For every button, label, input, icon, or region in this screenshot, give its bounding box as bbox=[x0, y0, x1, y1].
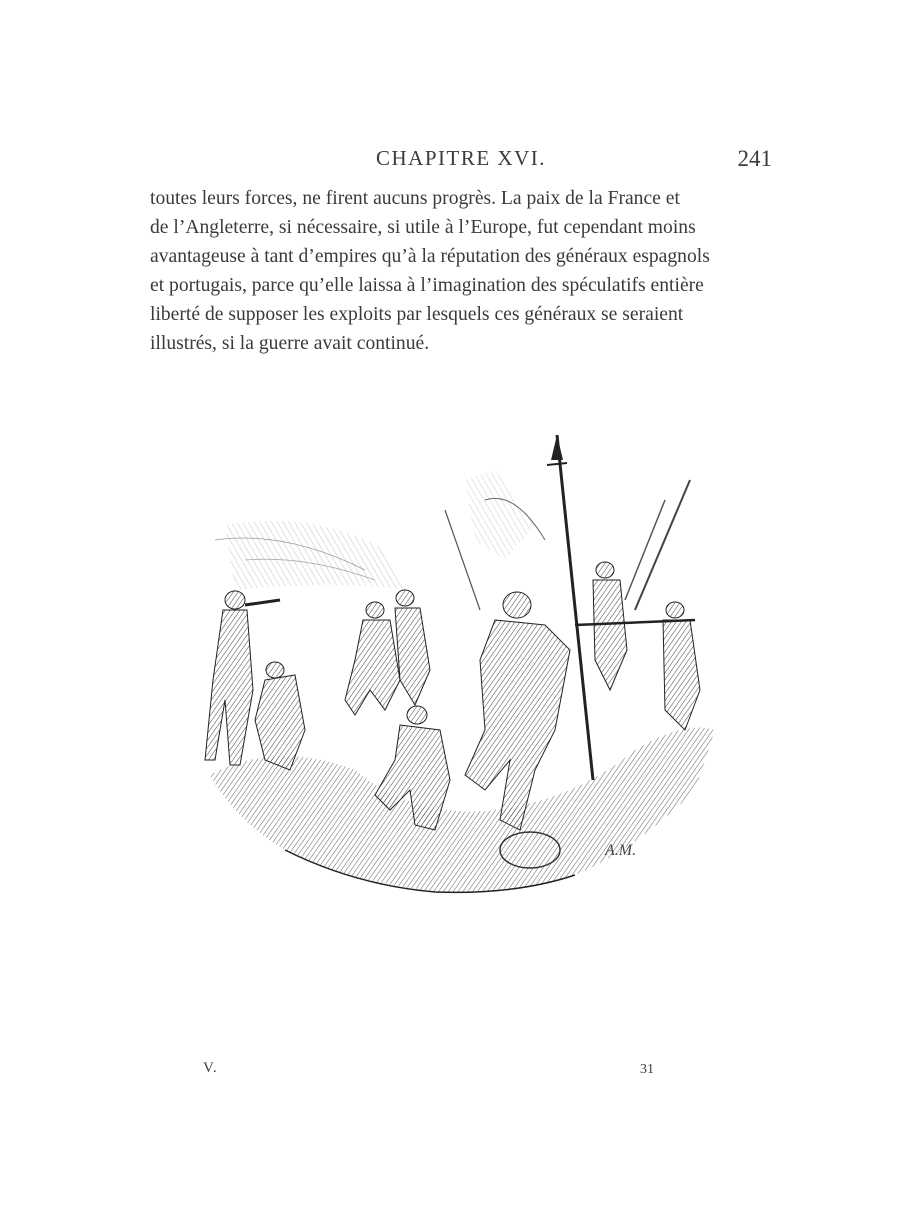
battle-illustration bbox=[195, 430, 720, 900]
signature-mark: 31 bbox=[640, 1062, 654, 1077]
running-head bbox=[150, 146, 772, 180]
chapter-title: CHAPITRE XVI. bbox=[376, 146, 546, 170]
artist-signature: A.M. bbox=[605, 842, 637, 859]
page-number: 241 bbox=[737, 146, 772, 171]
distant-army bbox=[215, 521, 405, 590]
body-paragraph: toutes leurs forces, ne firent aucuns progrès. La paix de la France et de l’Angleterre, si nécessaire, si utile à l’Europe, fut cependant moins avantageuse à tant d’empires qu’à la réputation des généraux espagnols et portugais, parce qu’elle laissa à l’imagination des spéculatifs entière liberté de supposer les exploits par lesquels ces généraux se seraient illustrés, si la guerre avait continué. bbox=[150, 188, 710, 354]
volume-mark: V. bbox=[203, 1060, 218, 1076]
